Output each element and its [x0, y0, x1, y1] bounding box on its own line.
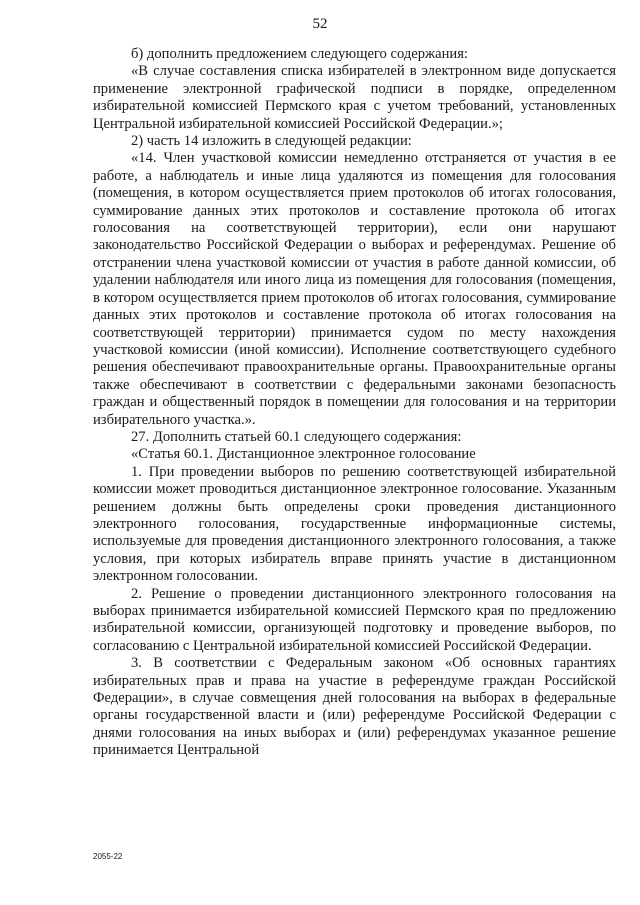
document-body [93, 46, 616, 760]
article-heading: «Статья 60.1. Дистанционное электронное голосование [131, 446, 476, 463]
paragraph: б) дополнить предложением следующего содержания: [131, 46, 468, 62]
paragraph: 2. Решение о проведении дистанционного электронного голосования на выборах принимается избирательной комиссией Пермского края по предложению избирательной комиссии, организующей подготовку и проведение выборов, по согласованию с Центральной избирательной комиссией Российской Федерации. [93, 585, 616, 654]
page-number: 52 [312, 16, 328, 32]
paragraph: «14. Член участковой комиссии немедленно отстраняется от участия в ее работе, а наблюдатель и иные лица удаляются из помещения для голосования (помещения, в котором осуществляется прием протоколов об итогах голосования, суммирование данных этих протоколов и составление протокола об итогах голосования на соответствующей территории), если они нарушают законодательство Российской Федерации о выборах и референдумах. Решение об отстранении члена участковой комиссии от участия в работе данной комиссии, об удалении наблюдателя или иного лица из помещения для голосования (помещения, в котором осуществляется прием протоколов об итогах голосования, суммирование данных этих протоколов и составление протокола об итогах голосования на соответствующей территории) принимается судом по месту нахождения участковой комиссии (иной комиссии). Исполнение соответствующего судебного решения обеспечивают правоохранительные органы. Правоохранительные органы также обеспечивают в соответствии с федеральными законами безопасность граждан и общественный порядок в помещении для голосования и на территории избирательного участка.». [93, 150, 616, 428]
paragraph: 1. При проведении выборов по решению соответствующей избирательной комиссии может проводиться дистанционное электронное голосование. Указанным решением должны быть определены сроки проведения дистанционного электронного голосования, государственные информационные системы, используемые для проведения дистанционного электронного голосования, а также условия, при которых избиратель вправе принять участие в дистанционном электронном голосовании. [93, 463, 616, 585]
paragraph: 27. Дополнить статьей 60.1 следующего содержания: [131, 428, 462, 445]
footer-code: 2055-22 [93, 852, 123, 861]
paragraph: 2) часть 14 изложить в следующей редакции: [131, 133, 412, 150]
paragraph: «В случае составления списка избирателей в электронном виде допускается применение электронной графической подписи в порядке, определенном избирательной комиссией Пермского края с учетом требований, установленных Центральной избирательной комиссией Российской Федерации.»; [93, 63, 616, 132]
paragraph: 3. В соответствии с Федеральным законом «Об основных гарантиях избирательных прав и права на участие в референдуме граждан Российской Федерации», в случае совмещения дней голосования на выборах в федеральные органы государственной власти и (или) референдуме Российской Федерации с днями голосования на иных выборах и (или) референдумах указанное решение принимается Центральной [93, 655, 616, 759]
